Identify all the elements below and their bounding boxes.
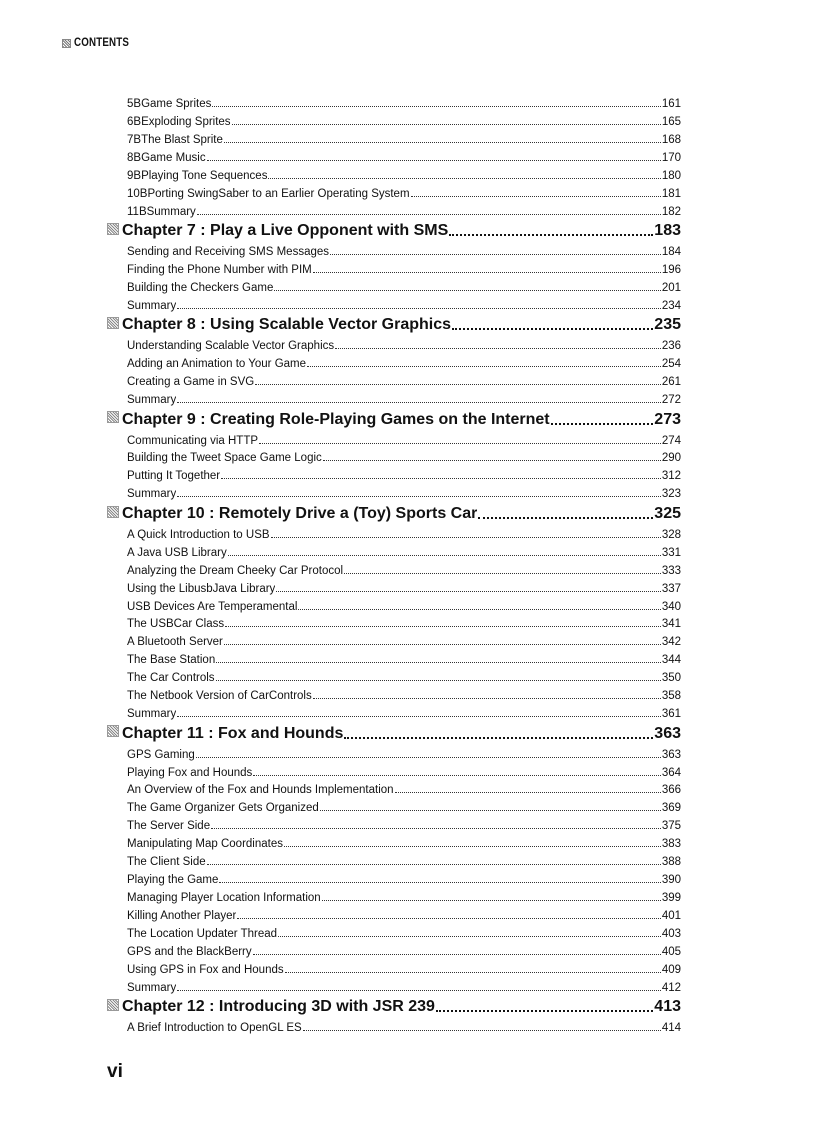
toc-page-number: 312	[661, 470, 681, 483]
toc-page-number: 272	[661, 394, 681, 407]
toc-entry-title: A Brief Introduction to OpenGL ES	[127, 1022, 302, 1035]
toc-entry-title: The USBCar Class	[127, 618, 225, 631]
toc-entry-row[interactable]	[107, 666, 681, 684]
toc-page-number: 161	[661, 97, 681, 110]
dot-leader	[216, 679, 661, 681]
toc-entry-row[interactable]	[107, 832, 681, 850]
toc-page-number: 254	[661, 358, 681, 371]
dot-leader	[196, 756, 661, 758]
toc-entry-row[interactable]	[107, 388, 681, 406]
toc-entry-row[interactable]	[107, 743, 681, 761]
toc-entry-row[interactable]	[107, 482, 681, 500]
dot-leader	[177, 307, 661, 309]
toc-entry-row[interactable]	[107, 613, 681, 631]
toc-entry-title: The Client Side	[127, 856, 206, 869]
dot-leader	[274, 289, 660, 291]
toc-entry-title: Managing Player Location Information	[127, 892, 321, 905]
toc-entry-row[interactable]	[107, 276, 681, 294]
toc-chapter-row[interactable]	[107, 994, 681, 1017]
toc-entry-row[interactable]	[107, 164, 681, 182]
toc-entry-title: Killing Another Player	[127, 910, 237, 922]
toc-page-number: 344	[661, 654, 681, 667]
toc-page-number: 182	[661, 205, 681, 218]
toc-entry-title: Summary	[127, 394, 177, 407]
dot-leader	[177, 495, 661, 497]
toc-page-number: 364	[661, 766, 681, 779]
toc-chapter-row[interactable]	[107, 500, 681, 523]
toc-entry-title: The Base Station	[127, 654, 216, 667]
toc-entry-row[interactable]	[107, 110, 681, 128]
dot-leader	[224, 141, 661, 143]
dot-leader	[276, 590, 661, 592]
dot-leader	[285, 971, 661, 973]
toc-chapter-row[interactable]	[107, 720, 681, 743]
toc-entry-title: Summary	[127, 488, 177, 501]
toc-page-number: 165	[661, 115, 681, 128]
dot-leader	[177, 715, 661, 717]
toc-page-number: 337	[661, 582, 681, 595]
dot-leader	[284, 845, 661, 847]
dot-leader	[335, 347, 661, 349]
dot-leader	[298, 608, 660, 610]
toc-entry-row[interactable]	[107, 796, 681, 814]
dot-leader	[478, 515, 653, 519]
toc-entry-row[interactable]	[107, 922, 681, 940]
dot-leader	[411, 195, 661, 197]
toc-page-number: 405	[661, 945, 681, 958]
toc-entry-row[interactable]	[107, 648, 681, 666]
toc-entry-row[interactable]	[107, 577, 681, 595]
toc-entry-row[interactable]	[107, 464, 681, 482]
toc-entry-row[interactable]	[107, 595, 681, 613]
toc-entry-title: Putting It Together	[127, 470, 221, 483]
toc-entry-row[interactable]	[107, 541, 681, 559]
toc-entry-row[interactable]	[107, 146, 681, 164]
dot-leader	[207, 159, 661, 161]
toc-page-number: 342	[661, 636, 681, 649]
toc-entry-row[interactable]	[107, 92, 681, 110]
toc-entry-title: The Server Side	[127, 820, 211, 833]
dot-leader	[320, 809, 661, 811]
toc-chapter-title: Chapter 9 : Creating Role-Playing Games on the Internet	[122, 410, 550, 428]
toc-page-number: 375	[661, 820, 681, 833]
toc-entry-row[interactable]	[107, 334, 681, 352]
toc-entry-title: 8BGame Music	[127, 151, 206, 164]
dot-leader	[344, 572, 661, 574]
toc-page-number: 412	[661, 981, 681, 994]
toc-entry-title: GPS and the BlackBerry	[127, 945, 252, 958]
dot-leader	[237, 917, 661, 919]
toc-entry-row[interactable]	[107, 240, 681, 258]
dot-leader	[313, 697, 661, 699]
table-of-contents	[107, 92, 681, 1034]
toc-entry-title: Adding an Animation to Your Game	[127, 358, 307, 371]
toc-page-number: 201	[661, 281, 681, 294]
toc-entry-title: The Location Updater Thread	[127, 927, 278, 940]
toc-entry-title: Building the Tweet Space Game Logic	[127, 452, 322, 465]
toc-entry-row[interactable]	[107, 958, 681, 976]
toc-entry-row[interactable]	[107, 940, 681, 958]
dot-leader	[255, 383, 661, 385]
toc-entry-title: Finding the Phone Number with PIM	[127, 263, 312, 276]
chapter-marker-icon	[107, 725, 119, 737]
toc-entry-title: Playing Fox and Hounds	[127, 766, 253, 779]
toc-page-number: 168	[661, 133, 681, 146]
toc-page-number: 341	[661, 618, 681, 631]
toc-page-number: 261	[661, 376, 681, 389]
toc-page-number: 363	[654, 724, 681, 742]
toc-entry-row[interactable]	[107, 630, 681, 648]
toc-entry-title: GPS Gaming	[127, 748, 195, 761]
toc-chapter-row[interactable]	[107, 218, 681, 241]
toc-entry-title: A Quick Introduction to USB	[127, 528, 270, 541]
toc-chapter-title: Chapter 12 : Introducing 3D with JSR 239	[122, 998, 435, 1016]
toc-page-number: 328	[661, 528, 681, 541]
toc-entry-title: Summary	[127, 299, 177, 312]
toc-entry-title: Creating a Game in SVG	[127, 376, 255, 389]
toc-page-number: 331	[661, 546, 681, 559]
toc-page-number: 290	[661, 452, 681, 465]
dot-leader	[177, 989, 661, 991]
toc-page-number: 413	[654, 998, 681, 1016]
dot-leader	[330, 253, 661, 255]
toc-page-number: 183	[654, 222, 681, 240]
chapter-marker-icon	[107, 411, 119, 423]
toc-entry-title: 11BSummary	[127, 205, 196, 218]
toc-page-number: 401	[661, 910, 681, 922]
toc-entry-row[interactable]	[107, 886, 681, 904]
dot-leader	[221, 477, 661, 479]
toc-page-number: 180	[661, 169, 681, 182]
toc-entry-row[interactable]	[107, 904, 681, 922]
toc-entry-title: USB Devices Are Temperamental	[127, 600, 298, 613]
toc-entry-title: The Car Controls	[127, 672, 215, 685]
toc-page-number: 388	[661, 856, 681, 869]
dot-leader	[197, 213, 661, 215]
toc-entry-row[interactable]	[107, 814, 681, 832]
toc-entry-title: A Java USB Library	[127, 546, 227, 559]
dot-leader	[322, 899, 661, 901]
toc-page-number: 333	[661, 564, 681, 577]
toc-entry-title: Summary	[127, 981, 177, 994]
toc-entry-row[interactable]	[107, 200, 681, 218]
toc-entry-row[interactable]	[107, 258, 681, 276]
dot-leader	[436, 1008, 653, 1012]
toc-page-number: 170	[661, 151, 681, 164]
toc-entry-title: 7BThe Blast Sprite	[127, 133, 223, 146]
toc-entry-row[interactable]	[107, 1016, 681, 1034]
toc-entry-row[interactable]	[107, 182, 681, 200]
toc-entry-title: Building the Checkers Game	[127, 281, 274, 294]
toc-entry-row[interactable]	[107, 850, 681, 868]
toc-entry-title: Playing the Game	[127, 874, 219, 887]
dot-leader	[177, 401, 661, 403]
dot-leader	[219, 881, 660, 883]
toc-entry-row[interactable]	[107, 523, 681, 541]
dot-leader	[452, 326, 653, 330]
toc-entry-row[interactable]	[107, 128, 681, 146]
section-marker-icon	[62, 39, 71, 48]
toc-page-number: 358	[661, 690, 681, 703]
toc-page-number: 234	[661, 299, 681, 312]
toc-entry-title: Sending and Receiving SMS Messages	[127, 246, 330, 258]
toc-entry-title: Analyzing the Dream Cheeky Car Protocol	[127, 564, 344, 577]
toc-chapter-title: Chapter 11 : Fox and Hounds	[122, 724, 344, 742]
toc-page-number: 181	[661, 187, 681, 200]
toc-page-number: 196	[661, 263, 681, 276]
toc-entry-title: A Bluetooth Server	[127, 636, 223, 649]
toc-entry-title: Communicating via HTTP	[127, 434, 259, 447]
dot-leader	[268, 177, 660, 179]
toc-page-number: 350	[661, 672, 681, 685]
dot-leader	[395, 791, 661, 793]
toc-entry-title: The Netbook Version of CarControls	[127, 690, 312, 703]
toc-entry-row[interactable]	[107, 370, 681, 388]
chapter-marker-icon	[107, 999, 119, 1011]
dot-leader	[232, 123, 661, 125]
toc-entry-row[interactable]	[107, 352, 681, 370]
toc-page-number: 340	[661, 600, 681, 613]
toc-entry-row[interactable]	[107, 702, 681, 720]
dot-leader	[212, 105, 660, 107]
toc-chapter-row[interactable]	[107, 406, 681, 429]
toc-page-number: 273	[654, 410, 681, 428]
toc-entry-row[interactable]	[107, 447, 681, 465]
chapter-marker-icon	[107, 506, 119, 518]
toc-page-number: 274	[661, 434, 681, 447]
toc-page-number: 414	[661, 1022, 681, 1035]
dot-leader	[307, 365, 661, 367]
toc-page-number: 323	[661, 488, 681, 501]
dot-leader	[344, 735, 653, 739]
dot-leader	[224, 643, 661, 645]
dot-leader	[259, 442, 661, 444]
toc-page-number: 399	[661, 892, 681, 905]
dot-leader	[211, 827, 661, 829]
toc-page-number: 409	[661, 963, 681, 976]
page-number: vi	[107, 1061, 123, 1082]
toc-page-number: 369	[661, 802, 681, 815]
dot-leader	[253, 953, 661, 955]
dot-leader	[253, 774, 661, 776]
toc-entry-row[interactable]	[107, 559, 681, 577]
chapter-marker-icon	[107, 317, 119, 329]
dot-leader	[228, 554, 661, 556]
toc-entry-title: The Game Organizer Gets Organized	[127, 802, 319, 815]
dot-leader	[551, 421, 654, 425]
toc-entry-title: 10BPorting SwingSaber to an Earlier Operating System	[127, 187, 410, 200]
running-header-label: CONTENTS	[74, 37, 130, 49]
toc-entry-row[interactable]	[107, 761, 681, 779]
toc-entry-title: Manipulating Map Coordinates	[127, 838, 283, 851]
toc-page-number: 236	[661, 340, 681, 353]
toc-entry-row[interactable]	[107, 976, 681, 994]
dot-leader	[303, 1029, 661, 1031]
toc-chapter-title: Chapter 7 : Play a Live Opponent with SMS	[122, 222, 449, 240]
toc-entry-row[interactable]	[107, 779, 681, 797]
dot-leader	[271, 536, 661, 538]
running-header	[62, 37, 139, 49]
toc-entry-title: 6BExploding Sprites	[127, 115, 231, 128]
toc-entry-row[interactable]	[107, 429, 681, 447]
toc-page-number: 363	[661, 748, 681, 761]
toc-entry-row[interactable]	[107, 294, 681, 312]
toc-page-number: 235	[654, 316, 681, 334]
toc-page-number: 390	[661, 874, 681, 887]
toc-entry-row[interactable]	[107, 684, 681, 702]
dot-leader	[216, 661, 661, 663]
dot-leader	[278, 935, 661, 937]
dot-leader	[207, 863, 661, 865]
toc-entry-title: An Overview of the Fox and Hounds Implementation	[127, 784, 394, 797]
toc-entry-title: 9BPlaying Tone Sequences	[127, 169, 268, 182]
dot-leader	[323, 459, 661, 461]
toc-chapter-title: Chapter 10 : Remotely Drive a (Toy) Sports Car	[122, 504, 478, 522]
toc-page-number: 403	[661, 927, 681, 940]
toc-chapter-title: Chapter 8 : Using Scalable Vector Graphics	[122, 316, 451, 334]
chapter-marker-icon	[107, 223, 119, 235]
toc-entry-row[interactable]	[107, 868, 681, 886]
toc-entry-title: Using the LibusbJava Library	[127, 582, 276, 595]
toc-page-number: 383	[661, 838, 681, 851]
toc-page-number: 366	[661, 784, 681, 797]
dot-leader	[449, 232, 653, 236]
toc-page-number: 361	[661, 708, 681, 721]
toc-entry-title: 5BGame Sprites	[127, 97, 212, 110]
toc-chapter-row[interactable]	[107, 312, 681, 335]
toc-entry-title: Summary	[127, 708, 177, 721]
dot-leader	[225, 625, 661, 627]
toc-entry-title: Using GPS in Fox and Hounds	[127, 963, 284, 976]
dot-leader	[313, 271, 661, 273]
toc-page-number: 184	[661, 246, 681, 258]
toc-page-number: 325	[654, 504, 681, 522]
toc-entry-title: Understanding Scalable Vector Graphics	[127, 340, 335, 353]
